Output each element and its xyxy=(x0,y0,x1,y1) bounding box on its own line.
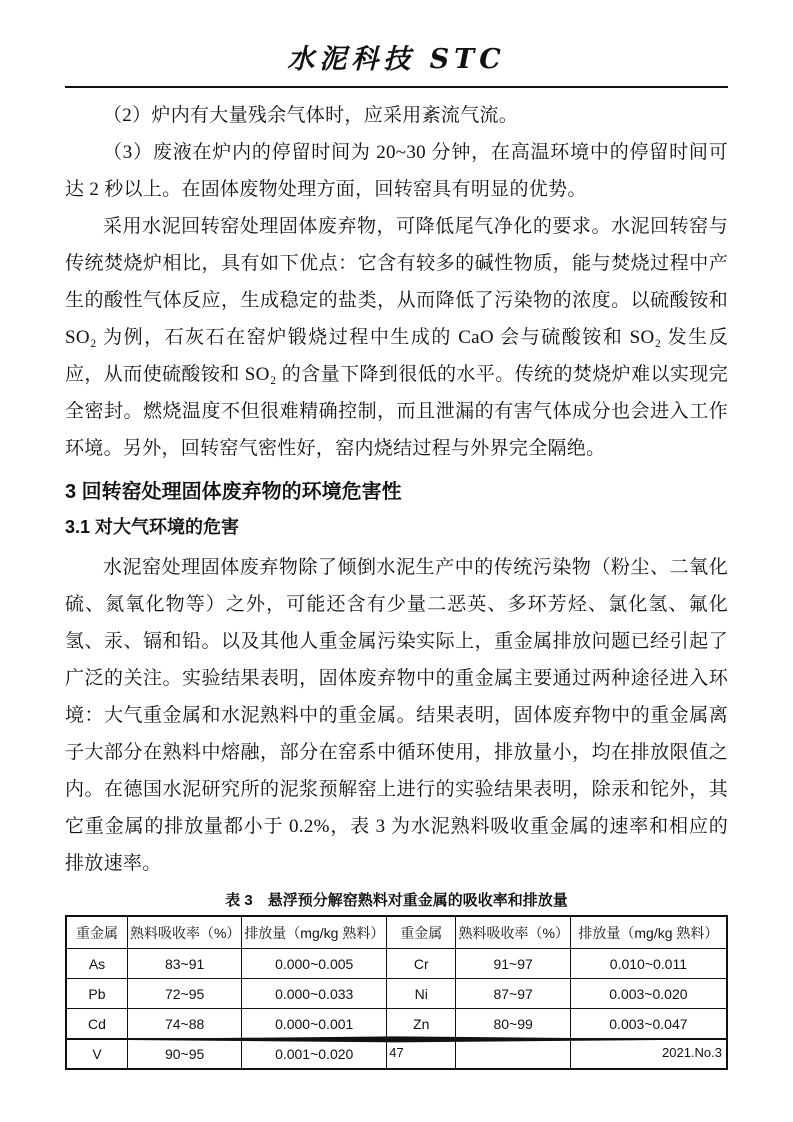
cell-emission: 0.000~0.001 xyxy=(242,1009,387,1039)
page-number: 47 xyxy=(389,1045,404,1060)
cell-absorption: 83~91 xyxy=(127,949,241,979)
col-header-absorption-right: 熟料吸收率（%） xyxy=(456,916,570,949)
col-header-emission-right: 排放量（mg/kg 熟料） xyxy=(570,916,727,949)
col-header-absorption-left: 熟料吸收率（%） xyxy=(127,916,241,949)
paragraph-kiln-advantages: 采用水泥回转窑处理固体废弃物，可降低尾气净化的要求。水泥回转窑与传统焚烧炉相比，具有如下优点：它含有较多的碱性物质，能与焚烧过程中产生的酸性气体反应，生成稳定的盐类，从而降低了污染物的浓度。以硫酸铵和 SO₂ 为例，石灰石在窑炉锻烧过程中生成的 CaO 会与硫酸铵和 SO₂ 发生反应，从而使硫酸铵和 SO₂ 的含量下降到很低的水平。传统的焚烧炉难以实现完全密封。燃烧温度不但很难精确控制，而且泄漏的有害气体成分也会进入工作环境。另外，回转窑气密性好，窑内烧结过程与外界完全隔绝。 xyxy=(65,216,728,459)
cell-absorption: 91~97 xyxy=(456,949,570,979)
cell-absorption: 90~95 xyxy=(127,1039,241,1070)
cell-absorption: 87~97 xyxy=(456,979,570,1009)
subsection-heading: 3.1 对大气环境的危害 xyxy=(65,517,240,537)
journal-title: 水泥科技 STC xyxy=(287,44,506,75)
cell-metal: Ni xyxy=(387,979,456,1009)
issue-label: 2021.No.3 xyxy=(662,1045,722,1060)
article-body xyxy=(65,88,728,1070)
table-row xyxy=(66,949,727,979)
cell-emission: 0.003~0.020 xyxy=(570,979,727,1009)
cell-emission: 0.010~0.011 xyxy=(570,949,727,979)
cell-metal: Pb xyxy=(66,979,127,1009)
cell-emission: 0.000~0.033 xyxy=(242,979,387,1009)
cell-emission: 0.000~0.005 xyxy=(242,949,387,979)
cell-metal: Zn xyxy=(387,1009,456,1039)
cell-metal: Cr xyxy=(387,949,456,979)
paragraph-atmospheric-hazard: 水泥窑处理固体废弃物除了倾倒水泥生产中的传统污染物（粉尘、二氧化硫、氮氧化物等）之外，可能还含有少量二恶英、多环芳烃、氯化氢、氟化氢、汞、镉和铅。以及其他人重金属污染实际上，重金属排放问题已经引起了广泛的关注。实验结果表明，固体废弃物中的重金属主要通过两种途径进入环境：大气重金属和水泥熟料中的重金属。结果表明，固体废弃物中的重金属离子大部分在熟料中熔融，部分在窑系中循环使用，排放量小，均在排放限值之内。在德国水泥研究所的泥浆预解窑上进行的实验结果表明，除汞和铊外，其它重金属的排放量都小于 0.2%，表 3 为水泥熟料吸收重金属的速率和相应的排放速率。 xyxy=(65,557,728,874)
paragraph-item-2: （2）炉内有大量残余气体时，应采用紊流气流。 xyxy=(103,105,519,126)
section-heading: 3 回转窑处理固体废弃物的环境危害性 xyxy=(65,481,402,503)
col-header-emission-left: 排放量（mg/kg 熟料） xyxy=(242,916,387,949)
paragraph-item-3: （3）废液在炉内的停留时间为 20~30 分钟，在高温环境中的停留时间可达 2 秒以上。在固体废物处理方面，回转窑具有明显的优势。 xyxy=(65,142,728,200)
cell-emission: 0.003~0.047 xyxy=(570,1009,727,1039)
table-row xyxy=(66,1009,727,1039)
col-header-metal-left: 重金属 xyxy=(66,916,127,949)
cell-absorption: 72~95 xyxy=(127,979,241,1009)
cell-absorption: 80~99 xyxy=(456,1009,570,1039)
cell-metal: Cd xyxy=(66,1009,127,1039)
col-header-metal-right: 重金属 xyxy=(387,916,456,949)
cell-absorption: 74~88 xyxy=(127,1009,241,1039)
cell-metal: As xyxy=(66,949,127,979)
table-header-row xyxy=(66,916,727,949)
footer-divider xyxy=(65,1036,728,1043)
table-row xyxy=(66,979,727,1009)
cell-emission: 0.001~0.020 xyxy=(242,1039,387,1070)
cell-metal: V xyxy=(66,1039,127,1070)
page-footer xyxy=(65,1036,728,1061)
table-caption: 表 3 悬浮预分解窑熟料对重金属的吸收率和排放量 xyxy=(225,892,568,909)
